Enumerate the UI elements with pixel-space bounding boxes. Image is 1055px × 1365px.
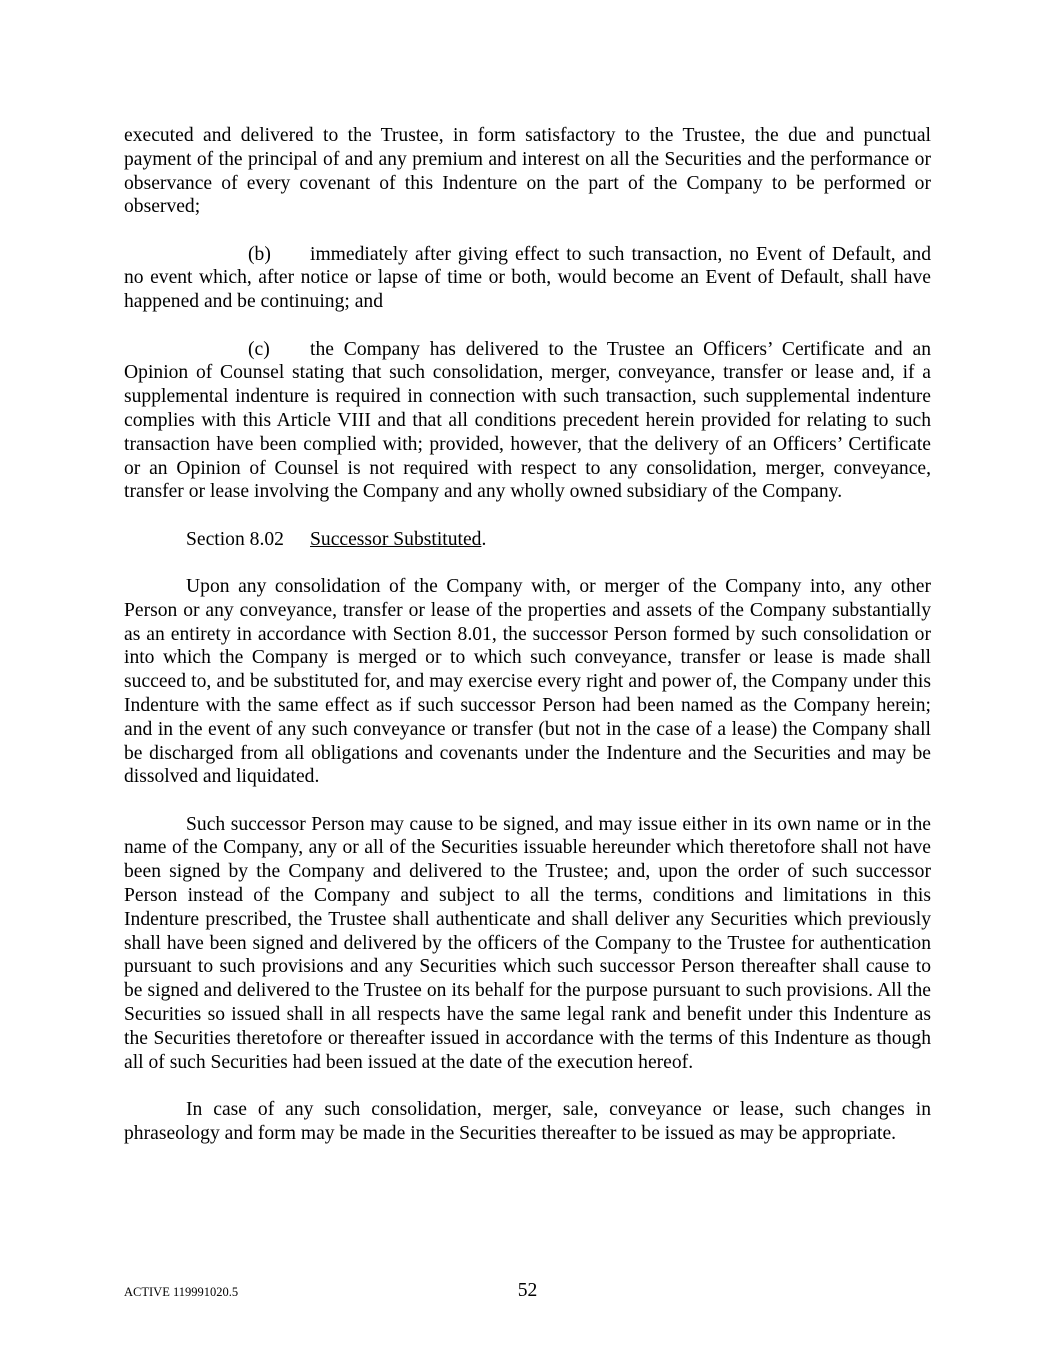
clause-c: [124, 338, 931, 505]
paragraph-upon-consolidation: Upon any consolidation of the Company with, or merger of the Company into, any other Person or any conveyance, transfer or lease of the properties and assets of the Company substantially as an entirety in accordance with Section 8.01, the successor Person formed by such consolidation or into which the Company is merged or to which such conveyance, transfer or lease is made shall succeed to, and be substituted for, and may exercise every right and power of, the Company under this Indenture with the same effect as if such successor Person had been named as the Company herein; and in the event of any such conveyance or transfer (but not in the case of a lease) the Company shall be discharged from all obligations and covenants under the Indenture and the Securities and may be dissolved and liquidated.: [124, 575, 931, 788]
clause-c-label: (c): [248, 338, 270, 360]
clause-b-text: immediately after giving effect to such transaction, no Event of Default, and no event which, after notice or lapse of time or both, would become an Event of Default, shall have happened and be continuing; and: [124, 243, 931, 313]
clause-b-label: (b): [248, 243, 271, 265]
footer-document-id: ACTIVE 119991020.5: [124, 1285, 239, 1299]
paragraph-continuation: executed and delivered to the Trustee, in form satisfactory to the Trustee, the due and punctual payment of the principal of and any premium and interest on all the Securities and the performance or observance of every covenant of this Indenture on the part of the Company to be performed or observed;: [124, 125, 931, 218]
paragraph-successor-person: Such successor Person may cause to be signed, and may issue either in its own name or in the name of the Company, any or all of the Securities issuable hereunder which theretofore shall not have been signed by the Company and delivered to the Trustee; and, upon the order of such successor Person instead of the Company and subject to all the terms, conditions and limitations in this Indenture prescribed, the Trustee shall authenticate and shall deliver any Securities which previously shall have been signed and delivered by the officers of the Company to the Trustee for authentication pursuant to such provisions and any Securities which such successor Person thereafter shall cause to be signed and delivered to the Trustee on its behalf for the purpose pursuant to such provisions. All the Securities so issued shall in all respects have the same legal rank and benefit under this Indenture as the Securities theretofore or thereafter issued in accordance with the terms of this Indenture as though all of such Securities had been issued at the date of the execution hereof.: [124, 813, 931, 1073]
paragraph-in-case: In case of any such consolidation, merger, sale, conveyance or lease, such changes in phraseology and form may be made in the Securities thereafter to be issued as may be appropriate.: [124, 1098, 931, 1144]
section-heading: [124, 528, 931, 552]
clause-b: [124, 243, 931, 314]
footer-page-number: 52: [517, 1280, 538, 1301]
section-title: Successor Substituted: [310, 528, 482, 550]
clause-c-text: the Company has delivered to the Trustee an Officers’ Certificate and an Opinion of Counsel stating that such consolidation, merger, conveyance, transfer or lease and, if a supplemental indenture is required in connection with such transaction, such supplemental indenture complies with this Article VIII and that all conditions precedent herein provided for relating to such transaction have been complied with; provided, however, that the delivery of an Officers’ Certificate or an Opinion of Counsel is not required with respect to any consolidation, merger, conveyance, transfer or lease involving the Company and any wholly owned subsidiary of the Company.: [124, 338, 931, 503]
document-body: [124, 124, 931, 1145]
section-number: Section 8.02: [186, 528, 284, 550]
section-title-trailing: .: [481, 528, 487, 550]
